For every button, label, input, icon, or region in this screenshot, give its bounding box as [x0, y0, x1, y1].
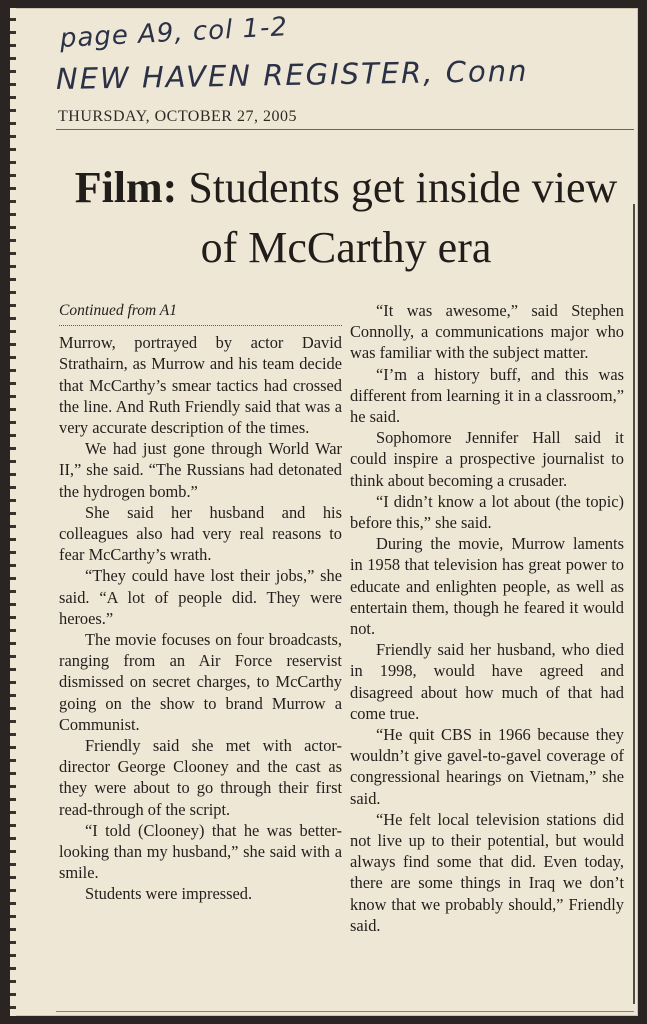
headline-kicker: Film: — [74, 163, 178, 212]
headline — [56, 158, 636, 278]
paragraph: The movie focuses on four broadcasts, ranging from an Air Force reservist dismissed on secret charges, to McCarthy going on the show to brand Murrow a Communist. — [59, 630, 342, 734]
paragraph: “It was awesome,” said Stephen Connolly, a communications major who was familiar with the subject matter. — [350, 301, 624, 363]
handwritten-source-note: NEW HAVEN REGISTER, Conn — [55, 53, 529, 96]
newspaper-clipping — [10, 8, 638, 1016]
paragraph: We had just gone through World War II,” she said. “The Russians had detonated the hydrogen bomb.” — [59, 439, 342, 501]
paragraph: “I didn’t know a lot about (the topic) before this,” she said. — [350, 491, 624, 533]
paragraph: “He quit CBS in 1966 because they wouldn’t give gavel-to-gavel coverage of congressional hearings on Vietnam,” she said. — [350, 725, 624, 808]
paragraph: Students were impressed. — [85, 884, 253, 904]
bottom-rule — [56, 1011, 634, 1012]
paragraph: “He felt local television stations did not live up to their potential, but would always find some that did. Even today, there are some things in Iraq we don’t know that we probably should,” Friendly said. — [350, 809, 624, 935]
paragraph: “They could have lost their jobs,” she said. “A lot of people did. They were heroes.” — [59, 566, 342, 628]
top-rule — [56, 129, 634, 130]
paragraph: During the movie, Murrow laments in 1958 that television has great power to educate and enlighten people, as well as entertain them, though he feared it would not. — [350, 534, 624, 639]
paragraph: Friendly said her husband, who died in 1998, would have agreed and disagreed about how much of that had come true. — [350, 640, 624, 723]
paragraph: Friendly said she met with actor-director George Clooney and the cast as they were about to go through their first read-through of the script. — [59, 736, 342, 819]
paragraph: “I told (Clooney) that he was better-looking than my husband,” she said with a smile. — [59, 820, 342, 883]
paragraph: “I’m a history buff, and this was different from learning it in a classroom,” he said. — [350, 364, 624, 427]
paragraph: Sophomore Jennifer Hall said it could inspire a prospective journalist to think about becoming a crusader. — [350, 428, 624, 490]
handwritten-page-note: page A9, col 1-2 — [59, 12, 289, 54]
continued-from-label: Continued from A1 — [59, 300, 342, 326]
article-column-right — [350, 300, 624, 936]
paragraph: Murrow, portrayed by actor David Strathairn, as Murrow and his team decide that McCarthy’s smear tactics had crossed the line. And Ruth Friendly said that was a very accurate description of the times. — [59, 333, 342, 438]
article-column-left — [59, 300, 342, 905]
dateline: THURSDAY, OCTOBER 27, 2005 — [58, 108, 297, 125]
column-border — [633, 204, 635, 1004]
headline-title: Students get inside view of McCarthy era — [188, 163, 618, 272]
paragraph: She said her husband and his colleagues also had very real reasons to fear McCarthy’s wrath. — [59, 502, 342, 565]
